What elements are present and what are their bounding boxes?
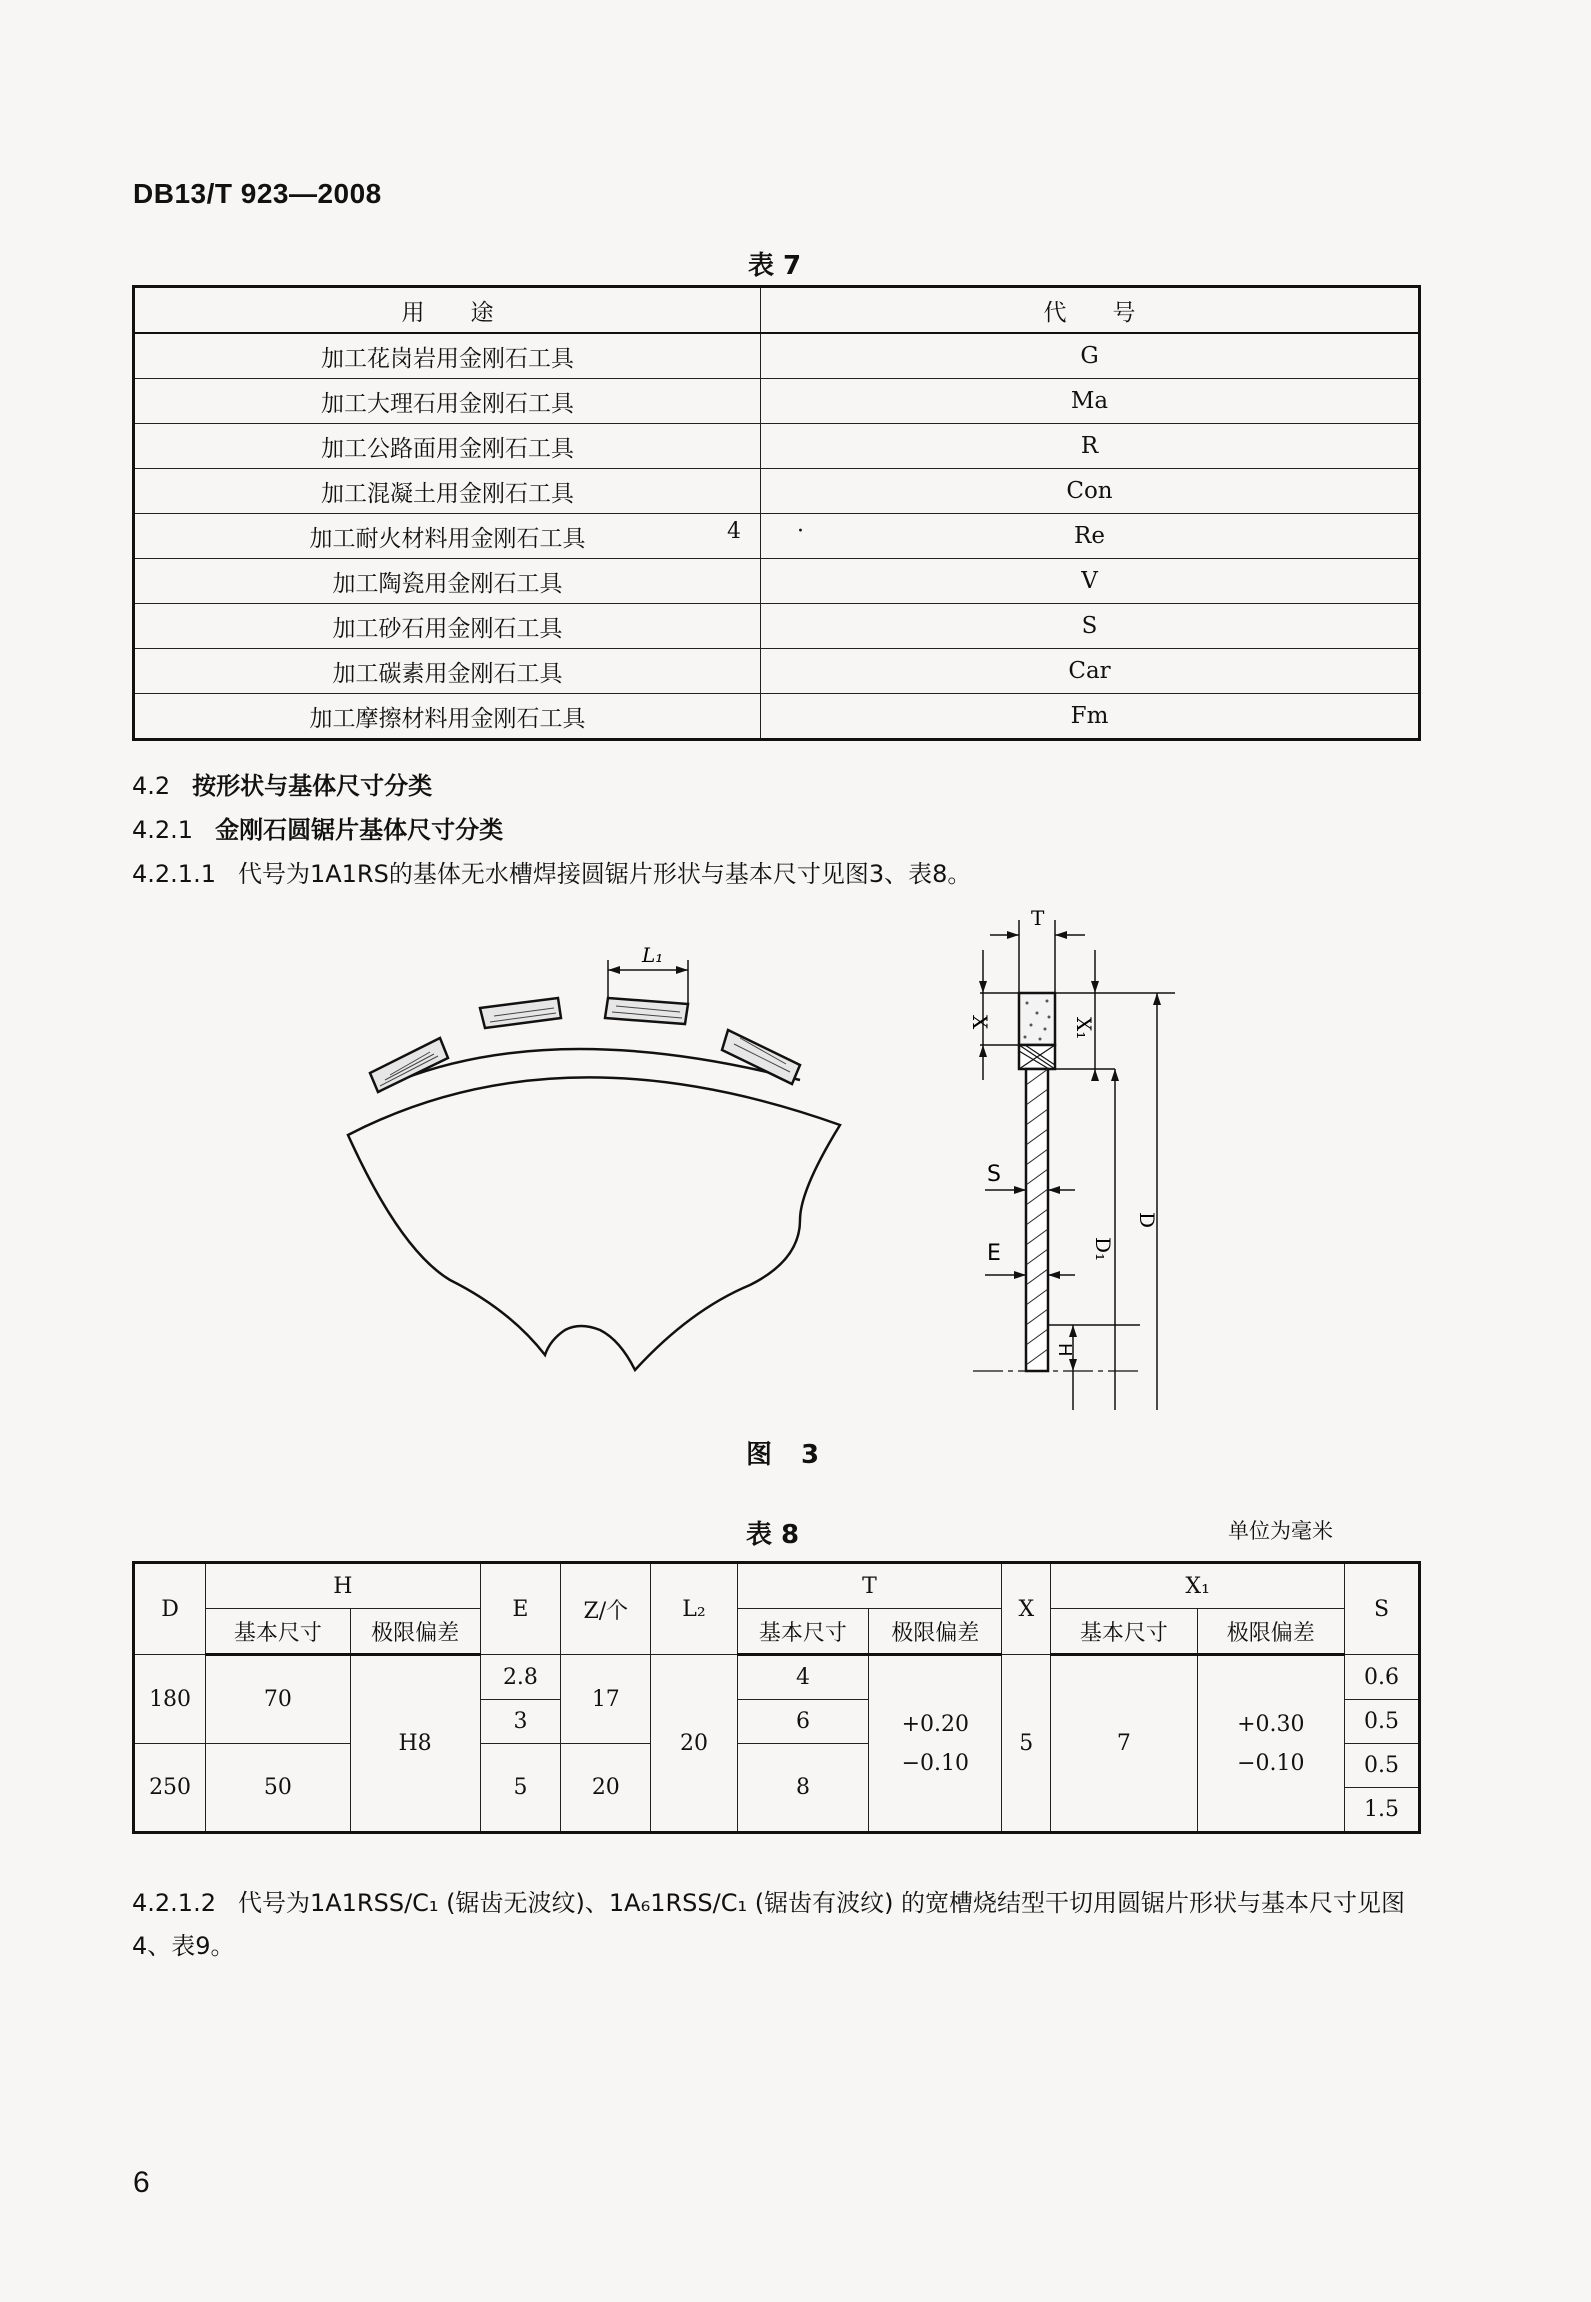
figure3-section-drawing: [965, 905, 1185, 1415]
table-row: [134, 424, 1420, 469]
code-cell: S: [761, 604, 1420, 649]
table-header-row: [134, 287, 1420, 334]
table-header-row: [134, 1609, 1420, 1655]
col-header-e: E: [480, 1563, 561, 1655]
col-header-x: X: [1002, 1563, 1051, 1655]
cell-t-basic: 6: [737, 1700, 869, 1744]
use-cell: 加工碳素用金刚石工具: [134, 649, 761, 694]
cell-l2: 20: [651, 1655, 737, 1833]
cell-x1-basic: 7: [1051, 1655, 1197, 1833]
use-cell: 加工陶瓷用金刚石工具: [134, 559, 761, 604]
use-cell: 加工混凝土用金刚石工具: [134, 469, 761, 514]
cell-x1-tolerance: [1197, 1655, 1345, 1833]
cell-e: 5: [480, 1744, 561, 1833]
cell-s: 0.6: [1345, 1655, 1420, 1700]
cell-s: 1.5: [1345, 1788, 1420, 1833]
clause-text: 代号为1A1RSS/C₁ (锯齿无波纹)、1A₆1RSS/C₁ (锯齿有波纹) 的宽槽烧结型干切用圆锯片形状与基本尺寸见图4、表9。: [132, 1889, 1406, 1960]
stray-mark: ·: [797, 519, 804, 544]
clause-4-2-1: [132, 810, 503, 845]
label-d1: D₁: [1091, 1237, 1115, 1262]
clause-number: 4.2.1.2: [132, 1889, 216, 1917]
label-x: X: [968, 1015, 992, 1030]
clause-4-2-1-2: [132, 1882, 1422, 1968]
table7-caption: 表 7: [748, 251, 802, 281]
col-header-code: 代 号: [761, 287, 1420, 334]
code-cell: V: [761, 559, 1420, 604]
cell-h-tolerance: H8: [350, 1655, 480, 1833]
clause-4-2: [132, 766, 432, 801]
table-row: [134, 694, 1420, 740]
col-header-l2: L₂: [651, 1563, 737, 1655]
table8-unit: 单位为毫米: [1228, 1519, 1333, 1543]
cell-x: 5: [1002, 1655, 1051, 1833]
col-header-basic: 基本尺寸: [737, 1609, 869, 1655]
code-cell: Con: [761, 469, 1420, 514]
use-cell: 加工公路面用金刚石工具: [134, 424, 761, 469]
figure3-caption: 图 3: [746, 1440, 830, 1470]
tolerance-minus: −0.10: [901, 1750, 969, 1776]
table-row: [134, 469, 1420, 514]
standard-code: DB13/T 923—2008: [133, 178, 382, 209]
cell-z: 20: [561, 1744, 651, 1833]
use-cell: 加工砂石用金刚石工具: [134, 604, 761, 649]
cell-z: 17: [561, 1655, 651, 1744]
label-s: S: [987, 1162, 1001, 1187]
cell-h-basic: 50: [206, 1744, 350, 1833]
col-header-x1: X₁: [1051, 1563, 1345, 1609]
table8: [132, 1561, 1421, 1834]
table-row: [134, 649, 1420, 694]
clause-number: 4.2.1: [132, 816, 194, 844]
page-number: 6: [133, 2166, 150, 2199]
label-x1: X₁: [1072, 1017, 1096, 1040]
use-cell: 加工摩擦材料用金刚石工具: [134, 694, 761, 740]
blade-body: [348, 1077, 840, 1370]
use-cell: 加工大理石用金刚石工具: [134, 379, 761, 424]
stray-mark: 4: [727, 519, 741, 544]
clause-number: 4.2: [132, 772, 171, 800]
cell-s: 0.5: [1345, 1700, 1420, 1744]
table7: [132, 285, 1421, 741]
col-header-s: S: [1345, 1563, 1420, 1655]
cell-e: 3: [480, 1700, 561, 1744]
label-t: T: [1031, 906, 1045, 930]
code-cell: R: [761, 424, 1420, 469]
cell-h-basic: 70: [206, 1655, 350, 1744]
col-header-h: H: [206, 1563, 481, 1609]
table-row: [134, 333, 1420, 379]
col-header-tolerance: 极限偏差: [869, 1609, 1002, 1655]
code-cell: Fm: [761, 694, 1420, 740]
code-cell: Ma: [761, 379, 1420, 424]
col-header-basic: 基本尺寸: [206, 1609, 350, 1655]
cell-d: 180: [134, 1655, 206, 1744]
cell-d: 250: [134, 1744, 206, 1833]
cell-t-basic: 8: [737, 1744, 869, 1833]
label-l1: L₁: [642, 943, 664, 967]
table8-caption: 表 8: [746, 1520, 800, 1550]
table-row: [134, 379, 1420, 424]
clause-title: 按形状与基体尺寸分类: [192, 772, 433, 800]
use-cell: 加工耐火材料用金刚石工具: [134, 514, 761, 559]
tolerance-plus: +0.30: [1237, 1711, 1305, 1737]
clause-4-2-1-1: [132, 854, 971, 889]
clause-title: 金刚石圆锯片基体尺寸分类: [215, 816, 504, 844]
col-header-t: T: [737, 1563, 1002, 1609]
col-header-basic: 基本尺寸: [1051, 1609, 1197, 1655]
clause-text: 代号为1A1RS的基体无水槽焊接圆锯片形状与基本尺寸见图3、表8。: [237, 860, 972, 888]
col-header-tolerance: 极限偏差: [1197, 1609, 1345, 1655]
use-cell: 加工花岗岩用金刚石工具: [134, 333, 761, 379]
table-row: [134, 1655, 1420, 1700]
label-d: D: [1135, 1212, 1159, 1229]
table-row: [134, 604, 1420, 649]
col-header-d: D: [134, 1563, 206, 1655]
cell-t-basic: 4: [737, 1655, 869, 1700]
col-header-z: Z/个: [561, 1563, 651, 1655]
table-row: [134, 559, 1420, 604]
label-h: H: [1054, 1343, 1075, 1357]
figure3-blade-drawing: [330, 930, 850, 1370]
clause-number: 4.2.1.1: [132, 860, 216, 888]
col-header-use: 用 途: [134, 287, 761, 334]
col-header-tolerance: 极限偏差: [350, 1609, 480, 1655]
tolerance-minus: −0.10: [1237, 1750, 1305, 1776]
code-cell: G: [761, 333, 1420, 379]
tolerance-plus: +0.20: [901, 1711, 969, 1737]
table-row: [134, 514, 1420, 559]
code-cell: Car: [761, 649, 1420, 694]
cell-s: 0.5: [1345, 1744, 1420, 1788]
code-cell: Re: [761, 514, 1420, 559]
label-e: E: [987, 1241, 1001, 1266]
cell-t-tolerance: [869, 1655, 1002, 1833]
cell-e: 2.8: [480, 1655, 561, 1700]
table-header-row: [134, 1563, 1420, 1609]
